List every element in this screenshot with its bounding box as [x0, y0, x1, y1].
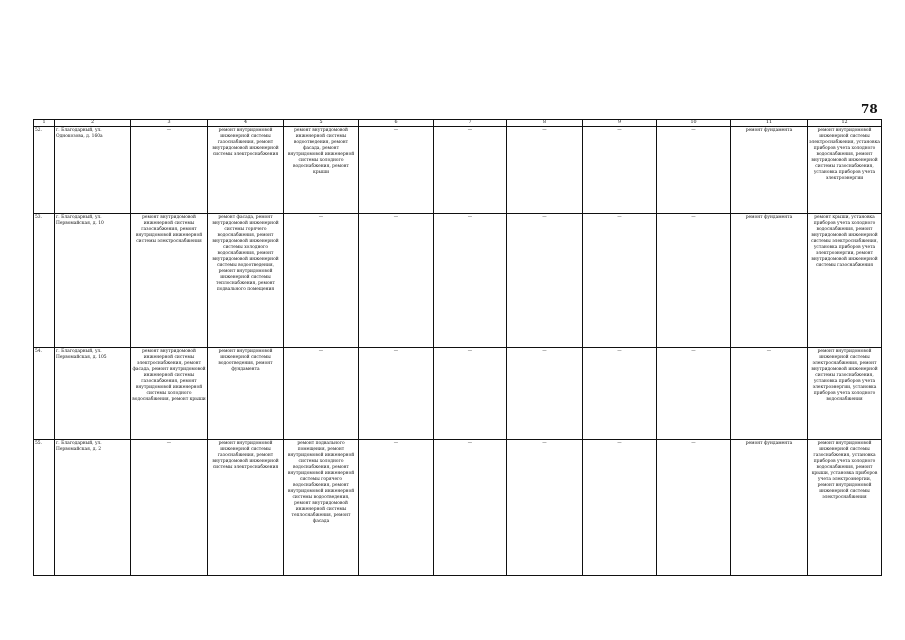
table-cell: —	[434, 348, 507, 440]
column-header: 3	[131, 120, 208, 127]
table-row	[34, 348, 882, 440]
table-cell: —	[657, 127, 731, 214]
row-number: 52.	[34, 127, 55, 214]
table-cell: —	[583, 440, 657, 576]
table-cell: —	[284, 214, 359, 348]
row-number: 54.	[34, 348, 55, 440]
column-header: 12	[808, 120, 882, 127]
column-header: 1	[34, 120, 55, 127]
table-cell: ремонт крыши, установка приборов учета холодного водоснабжения, ремонт внутридомовой инженерной системы электроснабжения, установка приборов учета электроэнергии, ремонт внутридомовой инженерной системы газоснабжения	[808, 214, 882, 348]
table-cell: —	[731, 348, 808, 440]
table-cell: —	[507, 440, 583, 576]
table-row	[34, 440, 882, 576]
table-cell: ремонт внутридомовой инженерной системы газоснабжения, установка приборов учета холодного водоснабжения, ремонт крыши, установка приборов учета электроэнергии, ремонт внутридомовой инженерной системы электроснабжения	[808, 440, 882, 576]
column-header: 8	[507, 120, 583, 127]
row-address: г. Благодарный, ул. Первомайская, д. 2	[55, 440, 131, 576]
page-number: 78	[861, 102, 878, 116]
table-cell: ремонт фасада, ремонт внутридомовой инженерной системы горячего водоснабжения, ремонт внутридомовой инженерной системы холодного водоснабжения, ремонт внутридомовой инженерной системы водоотведения, ремонт внутридомовой инженерной системы теплоснабжения, ремонт подвального помещения	[208, 214, 284, 348]
table-cell: —	[284, 348, 359, 440]
table-cell: —	[434, 440, 507, 576]
table-cell: ремонт фундамента	[731, 440, 808, 576]
table-cell: —	[434, 127, 507, 214]
table-cell: —	[657, 440, 731, 576]
column-header: 11	[731, 120, 808, 127]
table-cell: ремонт внутридомовой инженерной системы газоснабжения, ремонт внутридомовой инженерной системы электроснабжения	[208, 127, 284, 214]
row-address: г. Благодарный, ул. Однокозова, д. 160а	[55, 127, 131, 214]
table-cell: ремонт внутридомовой инженерной системы водоотведения, ремонт фундамента	[208, 348, 284, 440]
table-cell: ремонт внутридомовой инженерной системы электроснабжения, ремонт фасада, ремонт внутридомовой инженерной системы газоснабжения, ремонт внутридомовой инженерной системы холодного водоснабжения, ремонт крыши	[131, 348, 208, 440]
column-header: 4	[208, 120, 284, 127]
table-cell: ремонт подвального помещения, ремонт внутридомовой инженерной системы холодного водоснабжения, ремонт внутридомовой инженерной системы горячего водоснабжения, ремонт внутридомовой инженерной системы водоотведения, ремонт внутридомовой инженерной системы теплоснабжения, ремонт фасада	[284, 440, 359, 576]
table-cell: —	[657, 348, 731, 440]
table-cell: —	[583, 127, 657, 214]
table-cell: —	[583, 348, 657, 440]
table-cell: —	[359, 348, 434, 440]
row-number: 53.	[34, 214, 55, 348]
column-header: 9	[583, 120, 657, 127]
column-header: 10	[657, 120, 731, 127]
row-address: г. Благодарный, ул. Первомайская, д. 105	[55, 348, 131, 440]
table-cell: ремонт внутридомовой инженерной системы электроснабжения, ремонт внутридомовой инженерной системы газоснабжения, установка приборов учета электроэнергии, установка приборов учета холодного водоснабжения	[808, 348, 882, 440]
table-cell: ремонт фундамента	[731, 127, 808, 214]
table-row	[34, 214, 882, 348]
column-header: 5	[284, 120, 359, 127]
table-cell: —	[434, 214, 507, 348]
column-number-row	[34, 120, 882, 127]
table-cell: —	[131, 440, 208, 576]
table-cell: —	[657, 214, 731, 348]
table-cell: —	[507, 348, 583, 440]
table-cell: ремонт внутридомовой инженерной системы электроснабжения, установка приборов учета холодного водоснабжения, ремонт внутридомовой инженерной системы газоснабжения, установка приборов учета электроэнергии	[808, 127, 882, 214]
table-cell: —	[359, 440, 434, 576]
repair-schedule-table	[33, 119, 882, 576]
column-header: 6	[359, 120, 434, 127]
table-row	[34, 127, 882, 214]
table-cell: —	[583, 214, 657, 348]
table-cell: —	[507, 127, 583, 214]
row-number: 55.	[34, 440, 55, 576]
table-cell: —	[131, 127, 208, 214]
table-cell: —	[507, 214, 583, 348]
column-header: 7	[434, 120, 507, 127]
table-cell: ремонт внутридомовой инженерной системы газоснабжения, ремонт внутридомовой инженерной системы электроснабжения	[131, 214, 208, 348]
table-cell: ремонт внутридомовой инженерной системы газоснабжения, ремонт внутридомовой инженерной системы электроснабжения	[208, 440, 284, 576]
table-cell: —	[359, 214, 434, 348]
row-address: г. Благодарный, ул. Первомайская, д. 10	[55, 214, 131, 348]
table-cell: —	[359, 127, 434, 214]
table-cell: ремонт фундамента	[731, 214, 808, 348]
table-cell: ремонт внутридомовой инженерной системы водоотведения, ремонт фасада, ремонт внутридомовой инженерной системы холодного водоснабжения, ремонт крыши	[284, 127, 359, 214]
column-header: 2	[55, 120, 131, 127]
